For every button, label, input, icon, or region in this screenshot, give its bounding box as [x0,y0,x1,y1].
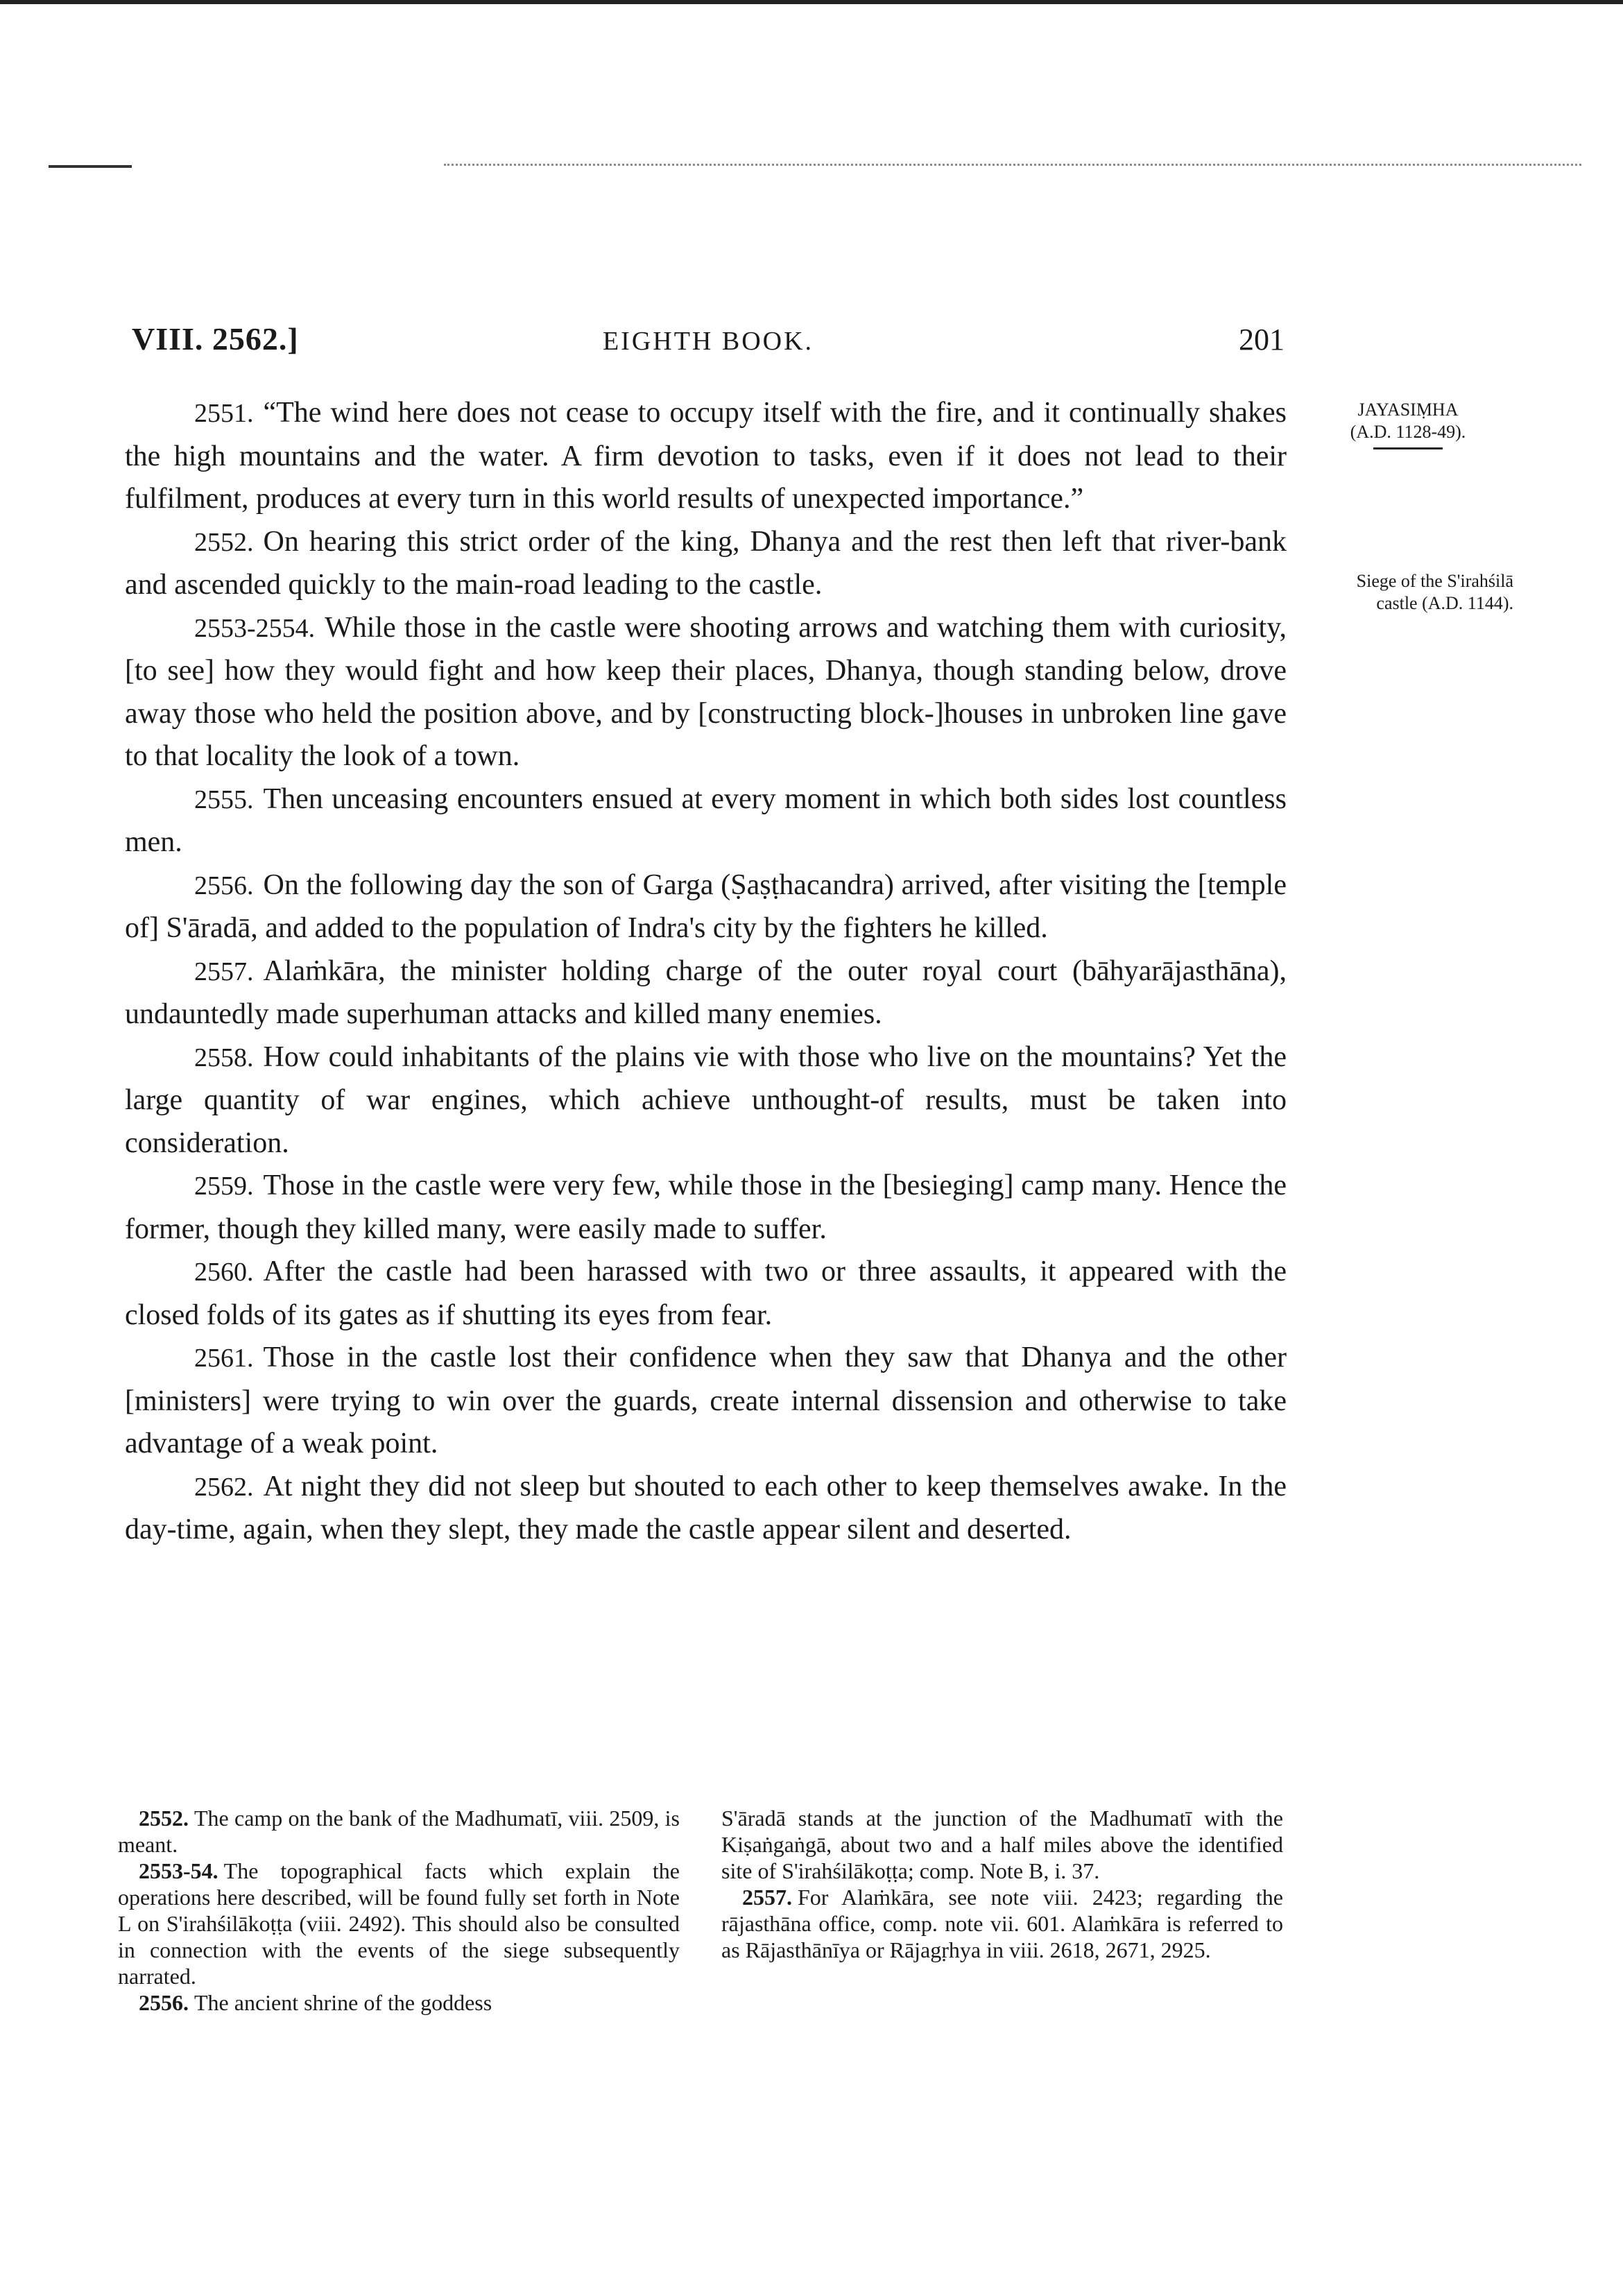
footnote-number: 2552. [139,1806,189,1831]
footnote [118,1805,680,1858]
verse-text: How could inhabitants of the plains vie with those who live on the mountains? Yet the large quantity of war engines, which achieve unthought-of results, must be taken into consideration. [125,1040,1287,1159]
footnote-text: S'āradā stands at the junction of the Madhumatī with the Kiṣaṅgaṅgā, about two and a half miles above the identified site of S'irahśilākoṭṭa; comp. Note B, i. 37. [721,1806,1283,1883]
footnote-number: 2557. [742,1885,792,1910]
footnote-number: 2553-54. [139,1858,218,1883]
footnotes-right-column [721,1805,1283,1963]
verse-text: On the following day the son of Garga (Ṣaṣṭhacandra) arrived, after visiting the [temple of] S'āradā, and added to the population of Indra's city by the fighters he killed. [125,868,1287,944]
footnote [118,1989,680,2016]
verse-text: Then unceasing encounters ensued at every moment in which both sides lost countless men. [125,782,1287,858]
verse-number: 2560. [194,1258,254,1287]
verse-paragraph [125,521,1287,607]
footnote-text: The camp on the bank of the Madhumatī, viii. 2509, is meant. [118,1806,680,1857]
verse-text: Alaṁkāra, the minister holding charge of the outer royal court (bāhyarājasthāna), undauntedly made superhuman attacks and killed many enemies. [125,954,1287,1030]
footnote-text: The ancient shrine of the goddess [194,1990,492,2015]
verse-number: 2559. [194,1172,254,1201]
verse-paragraph [125,1337,1287,1466]
verse-paragraph [125,864,1287,950]
verse-number: 2556. [194,871,254,900]
sidenote-line: JAYASIṂHA [1357,400,1459,420]
scan-top-edge [0,0,1623,4]
footnote-number: 2556. [139,1990,189,2015]
sidenote-line: castle (A.D. 1144). [1376,593,1513,613]
verse-paragraph [125,1466,1287,1552]
sidenote-siege [1298,570,1513,615]
verse-number: 2555. [194,785,254,814]
verse-paragraph [125,1251,1287,1337]
sidenote-reign [1335,399,1481,449]
verse-text: On hearing this strict order of the king, Dhanya and the rest then left that river-bank and ascended quickly to the main-road leading to the castle. [125,525,1287,601]
verse-text: “The wind here does not cease to occupy itself with the fire, and it continually shakes the high mountains and the water. A firm devotion to tasks, even if it does not lead to their fulfilment, produces at every turn in this world results of unexpected importance.” [125,397,1287,515]
verse-paragraph [125,607,1287,778]
footnote-text: The topographical facts which explain the operations here described, will be found fully set forth in Note L on S'irahśilākoṭṭa (viii. 2492). This should also be consulted in connection with the events of the siege subsequently narrated. [118,1858,680,1989]
verse-number: 2562. [194,1472,254,1502]
page-number: 201 [1239,323,1285,357]
verse-number: 2561. [194,1344,254,1373]
verse-paragraph [125,950,1287,1036]
verse-paragraph [125,778,1287,864]
sidenote-line: (A.D. 1128-49). [1350,422,1466,442]
verse-number: 2552. [194,527,254,557]
header-section-ref: VIII. 2562.] [132,321,299,357]
sidenote-underline [1373,447,1443,449]
verse-number: 2558. [194,1043,254,1072]
verse-paragraph [125,1036,1287,1165]
footnote [721,1884,1283,1963]
verse-number: 2553-2554. [194,613,316,643]
ornament-rule-dotted [444,164,1581,166]
verse-paragraph [125,392,1287,521]
verse-text: While those in the castle were shooting arrows and watching them with curiosity, [to see] how they would fight and how keep their places, Dhanya, though standing below, drove away those who held the position above, and by [constructing block-]houses in unbroken line gave to that locality the look of a town. [125,611,1287,772]
verse-text: Those in the castle were very few, while those in the [besieging] camp many. Hence the former, though they killed many, were easily made to suffer. [125,1170,1287,1245]
running-header [132,320,1285,362]
footnote [118,1858,680,1989]
footnote-continuation [721,1805,1283,1884]
sidenote-line: Siege of the S'irahśilā [1356,571,1513,591]
ornament-rule-left [49,165,132,168]
verse-number: 2557. [194,957,254,986]
main-text [125,392,1287,1552]
verse-text: At night they did not sleep but shouted to each other to keep themselves awake. In the day-time, again, when they slept, they made the castle appear silent and deserted. [125,1470,1287,1545]
verse-number: 2551. [194,399,254,428]
header-book-title: EIGHTH BOOK. [602,327,814,356]
verse-paragraph [125,1165,1287,1251]
verse-text: Those in the castle lost their confidence when they saw that Dhanya and the other [ministers] were trying to win over the guards, create internal dissension and otherwise to take advantage of a weak point. [125,1342,1287,1459]
footnote-text: For Alaṁkāra, see note viii. 2423; regarding the rājasthāna office, comp. note vii. 601. Alaṁkāra is referred to as Rājasthānīya or Rājagṛhya in viii. 2618, 2671, 2925. [721,1885,1283,1962]
verse-text: After the castle had been harassed with two or three assaults, it appeared with the closed folds of its gates as if shutting its eyes from fear. [125,1256,1287,1331]
footnotes-left-column [118,1805,680,2016]
